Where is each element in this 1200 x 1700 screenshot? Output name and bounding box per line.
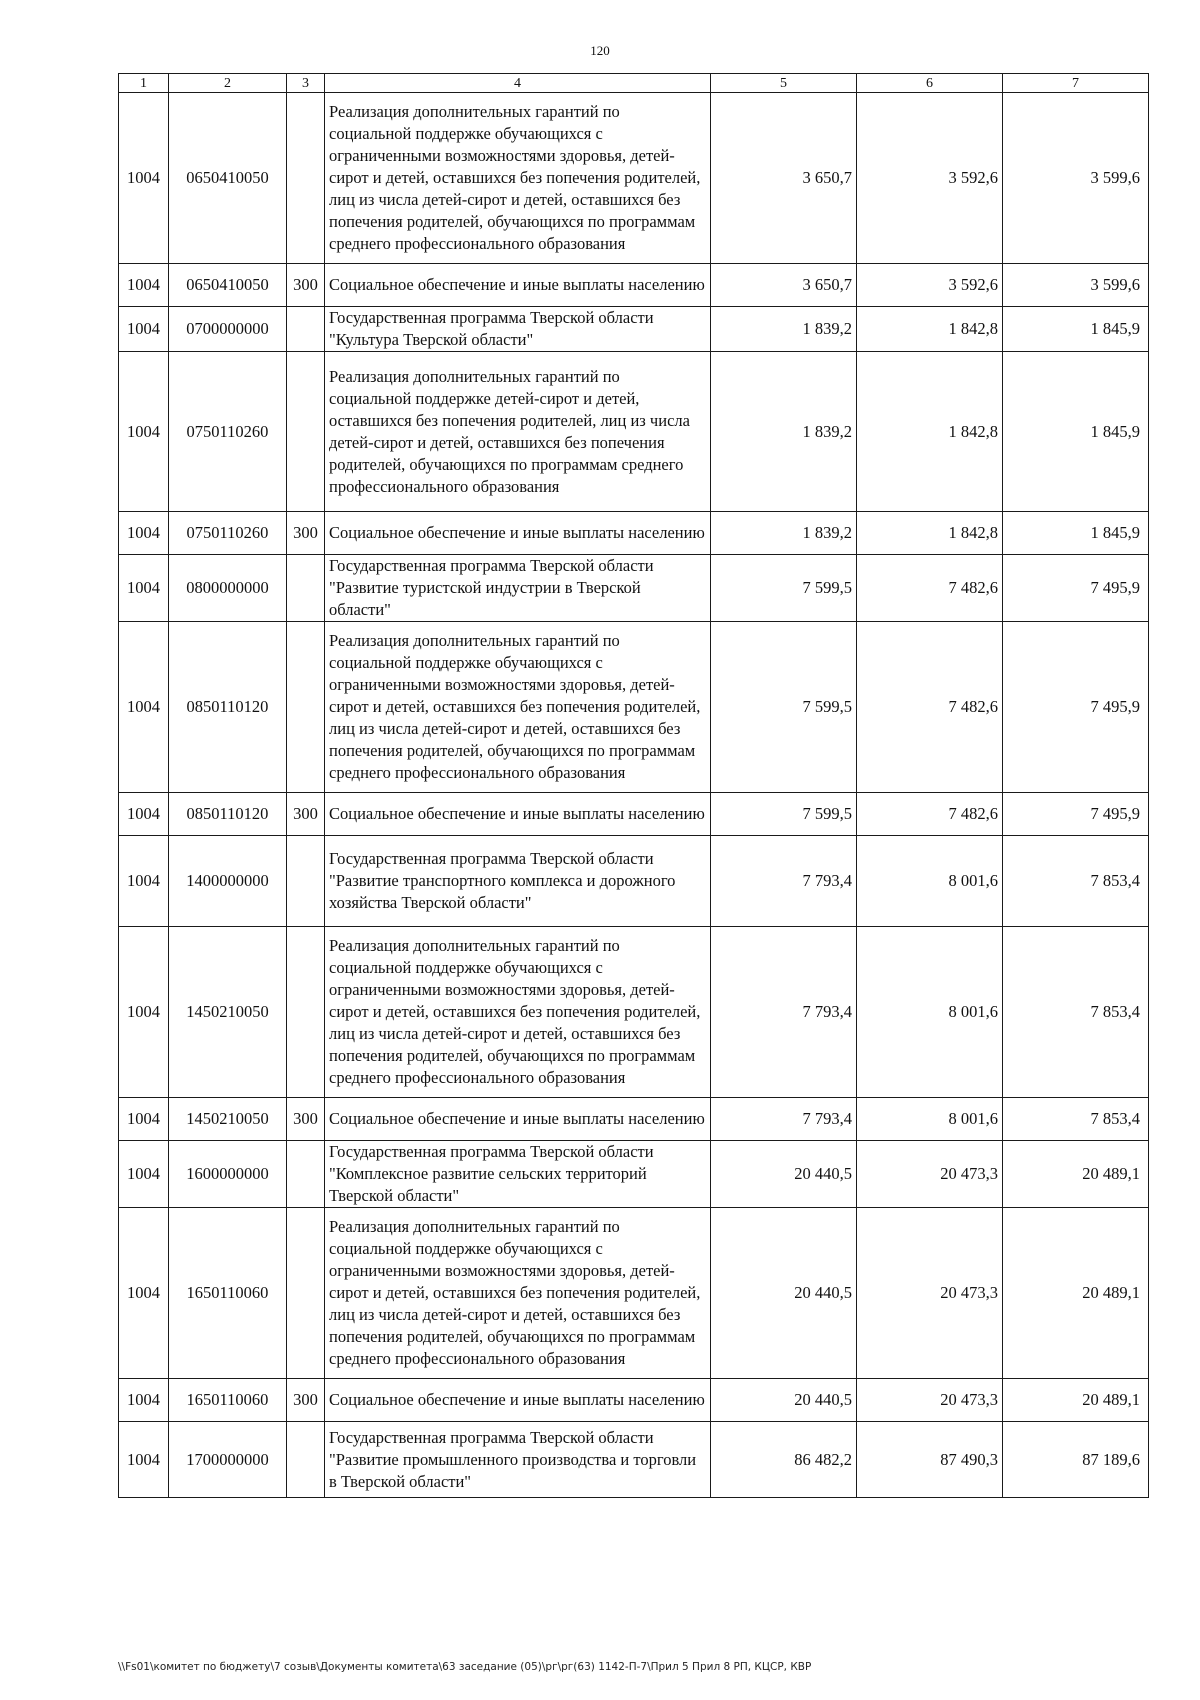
section-code-cell: 1004 bbox=[119, 1379, 169, 1422]
amount-col5-cell: 1 839,2 bbox=[711, 512, 857, 555]
expense-type-cell: 300 bbox=[287, 793, 325, 836]
item-name-cell: Государственная программа Тверской области "Развитие туристской индустрии в Тверской области" bbox=[325, 555, 711, 622]
target-article-cell: 0750110260 bbox=[169, 352, 287, 512]
section-code-cell: 1004 bbox=[119, 836, 169, 927]
expense-type-cell bbox=[287, 1208, 325, 1379]
column-header: 6 bbox=[857, 74, 1003, 93]
expense-type-cell bbox=[287, 352, 325, 512]
item-name-cell: Реализация дополнительных гарантий по социальной поддержке обучающихся с ограниченными возможностями здоровья, детей-сирот и детей, оставшихся без попечения родителей, лиц из числа детей-сирот и детей, оставшихся без попечения родителей, обучающихся по программам среднего профессионального образования bbox=[325, 1208, 711, 1379]
amount-col6-cell: 1 842,8 bbox=[857, 512, 1003, 555]
amount-col6-cell: 87 490,3 bbox=[857, 1422, 1003, 1498]
table-row bbox=[119, 1098, 1149, 1141]
column-header: 4 bbox=[325, 74, 711, 93]
file-path-footer: \\Fs01\комитет по бюджету\7 созыв\Документы комитета\63 заседание (05)\рг\рг(63) 1142-П-7\Прил 5 Прил 8 РП, КЦСР, КВР bbox=[118, 1661, 812, 1673]
item-name-cell: Государственная программа Тверской области "Развитие промышленного производства и торговли в Тверской области" bbox=[325, 1422, 711, 1498]
target-article-cell: 0850110120 bbox=[169, 622, 287, 793]
expense-type-cell: 300 bbox=[287, 1098, 325, 1141]
item-name-cell: Государственная программа Тверской области "Комплексное развитие сельских территорий Тверской области" bbox=[325, 1141, 711, 1208]
amount-col5-cell: 3 650,7 bbox=[711, 264, 857, 307]
amount-col6-cell: 3 592,6 bbox=[857, 264, 1003, 307]
table-row bbox=[119, 1141, 1149, 1208]
amount-col7-cell: 7 495,9 bbox=[1003, 555, 1149, 622]
amount-col5-cell: 7 599,5 bbox=[711, 622, 857, 793]
column-header: 3 bbox=[287, 74, 325, 93]
amount-col5-cell: 20 440,5 bbox=[711, 1141, 857, 1208]
expense-type-cell bbox=[287, 93, 325, 264]
section-code-cell: 1004 bbox=[119, 555, 169, 622]
amount-col6-cell: 1 842,8 bbox=[857, 352, 1003, 512]
amount-col7-cell: 7 853,4 bbox=[1003, 1098, 1149, 1141]
table-row bbox=[119, 1379, 1149, 1422]
target-article-cell: 1700000000 bbox=[169, 1422, 287, 1498]
amount-col5-cell: 7 793,4 bbox=[711, 927, 857, 1098]
amount-col5-cell: 86 482,2 bbox=[711, 1422, 857, 1498]
expense-type-cell bbox=[287, 307, 325, 352]
amount-col6-cell: 20 473,3 bbox=[857, 1379, 1003, 1422]
section-code-cell: 1004 bbox=[119, 622, 169, 793]
amount-col7-cell: 7 495,9 bbox=[1003, 793, 1149, 836]
item-name-cell: Социальное обеспечение и иные выплаты населению bbox=[325, 264, 711, 307]
amount-col6-cell: 7 482,6 bbox=[857, 622, 1003, 793]
expense-type-cell: 300 bbox=[287, 1379, 325, 1422]
target-article-cell: 1450210050 bbox=[169, 1098, 287, 1141]
amount-col7-cell: 20 489,1 bbox=[1003, 1141, 1149, 1208]
amount-col7-cell: 7 853,4 bbox=[1003, 836, 1149, 927]
table-row bbox=[119, 93, 1149, 264]
table-row bbox=[119, 307, 1149, 352]
item-name-cell: Реализация дополнительных гарантий по социальной поддержке детей-сирот и детей, оставшихся без попечения родителей, лиц из числа детей-сирот и детей, оставшихся без попечения родителей, обучающихся по программам среднего профессионального образования bbox=[325, 352, 711, 512]
expense-type-cell: 300 bbox=[287, 512, 325, 555]
item-name-cell: Социальное обеспечение и иные выплаты населению bbox=[325, 1098, 711, 1141]
amount-col7-cell: 20 489,1 bbox=[1003, 1208, 1149, 1379]
target-article-cell: 0650410050 bbox=[169, 264, 287, 307]
amount-col6-cell: 20 473,3 bbox=[857, 1208, 1003, 1379]
amount-col5-cell: 1 839,2 bbox=[711, 352, 857, 512]
amount-col6-cell: 8 001,6 bbox=[857, 1098, 1003, 1141]
page-number: 120 bbox=[590, 43, 610, 58]
item-name-cell: Социальное обеспечение и иные выплаты населению bbox=[325, 793, 711, 836]
target-article-cell: 0850110120 bbox=[169, 793, 287, 836]
item-name-cell: Реализация дополнительных гарантий по социальной поддержке обучающихся с ограниченными возможностями здоровья, детей-сирот и детей, оставшихся без попечения родителей, лиц из числа детей-сирот и детей, оставшихся без попечения родителей, обучающихся по программам среднего профессионального образования bbox=[325, 622, 711, 793]
amount-col5-cell: 20 440,5 bbox=[711, 1208, 857, 1379]
amount-col5-cell: 20 440,5 bbox=[711, 1379, 857, 1422]
section-code-cell: 1004 bbox=[119, 264, 169, 307]
amount-col5-cell: 3 650,7 bbox=[711, 93, 857, 264]
amount-col6-cell: 7 482,6 bbox=[857, 555, 1003, 622]
item-name-cell: Социальное обеспечение и иные выплаты населению bbox=[325, 512, 711, 555]
amount-col6-cell: 8 001,6 bbox=[857, 927, 1003, 1098]
amount-col7-cell: 7 495,9 bbox=[1003, 622, 1149, 793]
section-code-cell: 1004 bbox=[119, 793, 169, 836]
section-code-cell: 1004 bbox=[119, 307, 169, 352]
amount-col5-cell: 7 599,5 bbox=[711, 793, 857, 836]
item-name-cell: Реализация дополнительных гарантий по социальной поддержке обучающихся с ограниченными возможностями здоровья, детей-сирот и детей, оставшихся без попечения родителей, лиц из числа детей-сирот и детей, оставшихся без попечения родителей, обучающихся по программам среднего профессионального образования bbox=[325, 93, 711, 264]
amount-col5-cell: 7 793,4 bbox=[711, 836, 857, 927]
target-article-cell: 1600000000 bbox=[169, 1141, 287, 1208]
table-row bbox=[119, 1422, 1149, 1498]
table-row bbox=[119, 1208, 1149, 1379]
target-article-cell: 0650410050 bbox=[169, 93, 287, 264]
amount-col6-cell: 7 482,6 bbox=[857, 793, 1003, 836]
target-article-cell: 0800000000 bbox=[169, 555, 287, 622]
table-row bbox=[119, 927, 1149, 1098]
amount-col7-cell: 20 489,1 bbox=[1003, 1379, 1149, 1422]
amount-col7-cell: 1 845,9 bbox=[1003, 307, 1149, 352]
target-article-cell: 0750110260 bbox=[169, 512, 287, 555]
item-name-cell: Реализация дополнительных гарантий по социальной поддержке обучающихся с ограниченными возможностями здоровья, детей-сирот и детей, оставшихся без попечения родителей, лиц из числа детей-сирот и детей, оставшихся без попечения родителей, обучающихся по программам среднего профессионального образования bbox=[325, 927, 711, 1098]
column-number-row bbox=[119, 74, 1149, 93]
amount-col7-cell: 1 845,9 bbox=[1003, 512, 1149, 555]
expense-type-cell bbox=[287, 836, 325, 927]
section-code-cell: 1004 bbox=[119, 1141, 169, 1208]
section-code-cell: 1004 bbox=[119, 1422, 169, 1498]
item-name-cell: Государственная программа Тверской области "Культура Тверской области" bbox=[325, 307, 711, 352]
target-article-cell: 1400000000 bbox=[169, 836, 287, 927]
table-row bbox=[119, 512, 1149, 555]
expense-type-cell bbox=[287, 622, 325, 793]
target-article-cell: 1650110060 bbox=[169, 1379, 287, 1422]
target-article-cell: 1450210050 bbox=[169, 927, 287, 1098]
budget-table bbox=[118, 73, 1149, 1498]
amount-col7-cell: 3 599,6 bbox=[1003, 93, 1149, 264]
target-article-cell: 0700000000 bbox=[169, 307, 287, 352]
column-header: 7 bbox=[1003, 74, 1149, 93]
expense-type-cell bbox=[287, 927, 325, 1098]
amount-col5-cell: 7 793,4 bbox=[711, 1098, 857, 1141]
item-name-cell: Социальное обеспечение и иные выплаты населению bbox=[325, 1379, 711, 1422]
expense-type-cell bbox=[287, 1422, 325, 1498]
amount-col6-cell: 20 473,3 bbox=[857, 1141, 1003, 1208]
table-row bbox=[119, 264, 1149, 307]
column-header: 1 bbox=[119, 74, 169, 93]
expense-type-cell bbox=[287, 1141, 325, 1208]
section-code-cell: 1004 bbox=[119, 927, 169, 1098]
amount-col6-cell: 1 842,8 bbox=[857, 307, 1003, 352]
column-header: 5 bbox=[711, 74, 857, 93]
amount-col6-cell: 3 592,6 bbox=[857, 93, 1003, 264]
table-row bbox=[119, 555, 1149, 622]
item-name-cell: Государственная программа Тверской области "Развитие транспортного комплекса и дорожного хозяйства Тверской области" bbox=[325, 836, 711, 927]
target-article-cell: 1650110060 bbox=[169, 1208, 287, 1379]
amount-col7-cell: 1 845,9 bbox=[1003, 352, 1149, 512]
expense-type-cell: 300 bbox=[287, 264, 325, 307]
amount-col6-cell: 8 001,6 bbox=[857, 836, 1003, 927]
section-code-cell: 1004 bbox=[119, 1098, 169, 1141]
table-row bbox=[119, 836, 1149, 927]
table-row bbox=[119, 793, 1149, 836]
amount-col7-cell: 87 189,6 bbox=[1003, 1422, 1149, 1498]
amount-col7-cell: 3 599,6 bbox=[1003, 264, 1149, 307]
amount-col7-cell: 7 853,4 bbox=[1003, 927, 1149, 1098]
section-code-cell: 1004 bbox=[119, 352, 169, 512]
section-code-cell: 1004 bbox=[119, 93, 169, 264]
table-row bbox=[119, 352, 1149, 512]
section-code-cell: 1004 bbox=[119, 512, 169, 555]
column-header: 2 bbox=[169, 74, 287, 93]
amount-col5-cell: 1 839,2 bbox=[711, 307, 857, 352]
amount-col5-cell: 7 599,5 bbox=[711, 555, 857, 622]
section-code-cell: 1004 bbox=[119, 1208, 169, 1379]
expense-type-cell bbox=[287, 555, 325, 622]
table-row bbox=[119, 622, 1149, 793]
